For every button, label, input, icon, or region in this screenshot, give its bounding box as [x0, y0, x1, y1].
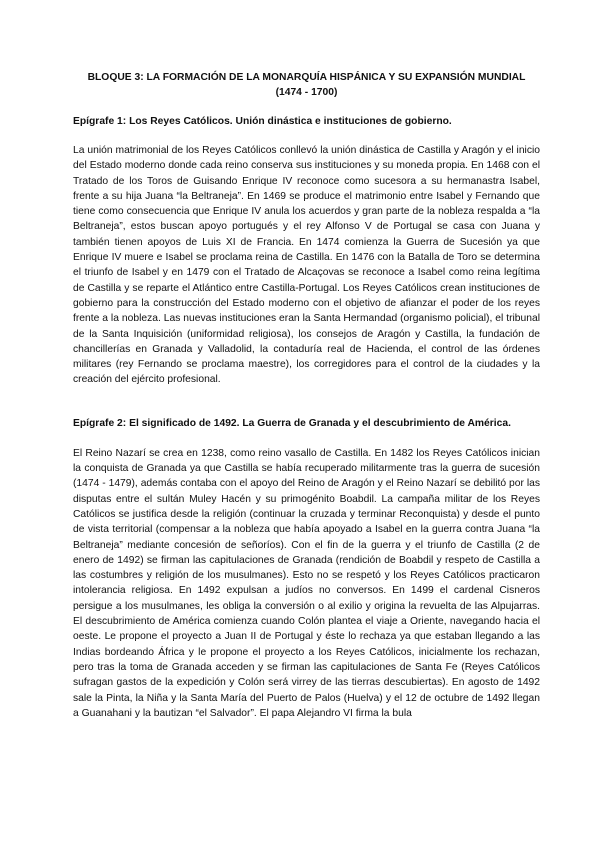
section-body: La unión matrimonial de los Reyes Católicos conllevó la unión dinástica de Castilla y Aragón y el inicio del Estado moderno donde cada reino conserva sus instituciones y su moneda propia. En 1468 con el Tratado de los Toros de Guisando Enrique IV reconoce como sucesora a su hermanastra Isabel, frente a su hija Juana “la Beltraneja”. En 1469 se produce el matrimonio entre Isabel y Fernando que tiene como consecuencia que Enrique IV anula los acuerdos y gran parte de la nobleza respalda a “la Beltraneja”, estos buscan apoyo portugués y el rey Alfonso V de Portugal se casa con Juana y también tienen apoyos de Luis XI de Francia. En 1474 comienza la Guerra de Sucesión ya que Enrique IV muere e Isabel se proclama reina de Castilla. En 1476 con la Batalla de Toro se determina el triunfo de Isabel y en 1479 con el Tratado de Alcaçovas se reconoce a Isabel como reina legítima de Castilla y se reparte el Atlántico entre Castilla-Portugal. Los Reyes Católicos crean instituciones de gobierno para la construcción del Estado moderno con el objetivo de afianzar el poder de los reyes frente a la nobleza. Las nuevas instituciones eran la Santa Hermandad (organismo policial), el tribunal de la Santa Inquisición (uniformidad religiosa), los consejos de Aragón y Castilla, la fundación de chancillerías en Granada y Valladolid, la contaduría real de Hacienda, el control de las órdenes militares (rey Fernando se proclama maestre), los corregidores para el control de la ciudades y la creación del ejército profesional. [73, 145, 540, 386]
section-heading: Epígrafe 2: El significado de 1492. La Guerra de Granada y el descubrimiento de América. [73, 417, 511, 429]
section-epigrafe-2 [73, 416, 540, 721]
section-heading: Epígrafe 1: Los Reyes Católicos. Unión dinástica e instituciones de gobierno. [73, 116, 452, 127]
document-title: BLOQUE 3: LA FORMACIÓN DE LA MONARQUÍA HISPÁNICA Y SU EXPANSIÓN MUNDIAL (1474 - 1700) [87, 72, 526, 98]
section-body: El Reino Nazarí se crea en 1238, como reino vasallo de Castilla. En 1482 los Reyes Católicos inician la conquista de Granada ya que Castilla se había recuperado militarmente tras la guerra de sucesión (1474 - 1479), además contaba con el apoyo del Reino de Aragón y el Reino Nazarí se debilitó por las disputas entre el sultán Muley Hacén y su primogénito Boabdil. La campaña militar de los Reyes Católicos se justifica desde la religión (continuar la cruzada y terminar Reconquista) y desde el punto de vista territorial (compensar a la nobleza que había apoyado a Isabel en la guerra contra Juana “la Beltraneja” mediante concesión de señoríos). Con el fin de la guerra y el triunfo de Castilla (2 de enero de 1492) se firman las capitulaciones de Granada (rendición de Boabdil y respeto de Castilla a las costumbres y religión de los musulmanes). Esto no se respetó y los Reyes Católicos practicaron intolerancia religiosa. En 1492 expulsan a judíos no conversos. En 1499 el cardenal Cisneros persigue a los musulmanes, les obliga la conversión o al exilio y origina la revuelta de las Alpujarras. El descubrimiento de América comienza cuando Colón plantea el viaje a Oriente, navegando hacia el oeste. Le propone el proyecto a Juan II de Portugal y éste lo rechaza ya que estaban llegando a las Indias bordeando África y le propone el proyecto a los Reyes Católicos, inicialmente los rechazan, pero tras la toma de Granada acceden y se firman las capitulaciones de Santa Fe (Reyes Católicos sufragan gastos de la expedición y Colón será virrey de las tierras descubiertas). En agosto de 1492 sale la Pinta, la Niña y la Santa María del Puerto de Palos (Huelva) y el 12 de octubre de 1492 llegan a Guanahani y la bautizan “el Salvador”. El papa Alejandro VI firma la bula [73, 447, 540, 719]
section-epigrafe-1 [73, 114, 540, 388]
